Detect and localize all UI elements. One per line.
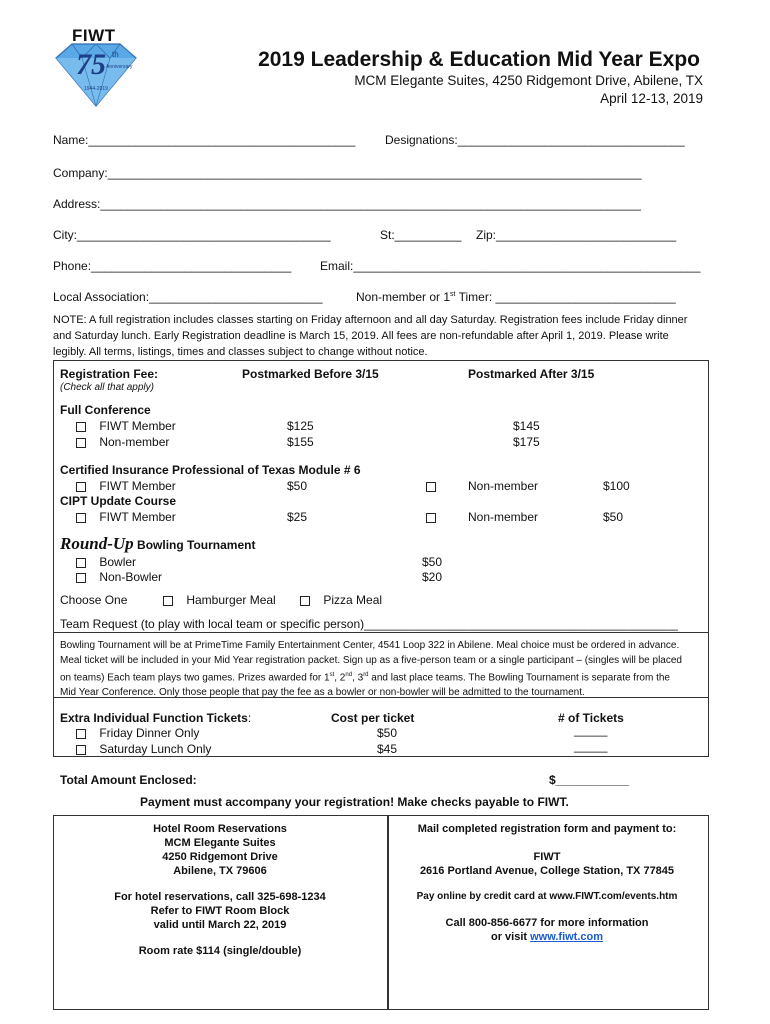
email-field[interactable]: Email:____________________________________________________ xyxy=(320,259,701,273)
total-label: Total Amount Enclosed: xyxy=(60,773,197,787)
non-bowler-checkbox[interactable] xyxy=(76,573,86,583)
first-sup: st xyxy=(329,672,335,678)
team-request-field[interactable]: Team Request (to play with local team or specific person)_______________________________________________ xyxy=(60,617,678,631)
hotel-city: Abilene, TX 79606 xyxy=(173,865,267,877)
page-title: 2019 Leadership & Education Mid Year Expo xyxy=(258,48,700,71)
logo-years: 1944-2019 xyxy=(84,86,108,92)
fc-nonmember-checkbox[interactable] xyxy=(76,438,86,448)
state-field[interactable]: St:__________ xyxy=(380,228,462,242)
extra-title: Extra Individual Function Tickets xyxy=(60,711,248,725)
note-line-2: and Saturday lunch. Early Registration deadline is March 15, 2019. All fees are non-refundable after April 1, 2019. Please write xyxy=(53,330,669,342)
fc-member-checkbox[interactable] xyxy=(76,422,86,432)
cipt-member-checkbox[interactable] xyxy=(76,482,86,492)
nonmember-label-post: Timer: ___________________________ xyxy=(455,290,676,304)
cipt-member-row[interactable] xyxy=(76,479,176,493)
bowling-title-row xyxy=(60,534,255,554)
nonmember-label-sup: st xyxy=(450,291,456,298)
friday-dinner-label: Friday Dinner Only xyxy=(99,726,200,740)
cipt-nonmember-checkbox[interactable] xyxy=(426,482,436,492)
dates: April 12-13, 2019 xyxy=(600,91,703,106)
bowling-info-line-1: Bowling Tournament will be at PrimeTime Family Entertainment Center, 4541 Loop 322 in Abilene. Meal choice must be ordered in advance. xyxy=(60,640,680,651)
hotel-title: Hotel Room Reservations xyxy=(153,823,287,835)
hotel-call: For hotel reservations, call 325-698-1234 xyxy=(114,891,326,903)
check-all-note: (Check all that apply) xyxy=(60,382,154,393)
comma-1: , 2 xyxy=(334,672,346,684)
cipt-nonmember-price: $100 xyxy=(603,479,630,493)
mail-title: Mail completed registration form and payment to: xyxy=(417,823,677,835)
bowler-label: Bowler xyxy=(99,555,137,569)
hotel-street: 4250 Ridgemont Drive xyxy=(162,851,278,863)
col-after-header: Postmarked After 3/15 xyxy=(468,367,595,381)
saturday-lunch-price: $45 xyxy=(377,742,398,756)
non-bowler-label: Non-Bowler xyxy=(99,570,163,584)
designations-field[interactable]: Designations:__________________________________ xyxy=(385,133,685,147)
hotel-name: MCM Elegante Suites xyxy=(164,837,276,849)
pizza-row[interactable] xyxy=(300,593,382,607)
mail-call: Call 800-856-6677 for more information xyxy=(445,917,649,929)
fc-member-row[interactable] xyxy=(76,419,176,433)
company-field[interactable]: Company:________________________________________________________________________________ xyxy=(53,166,642,180)
cipt-member-label: FIWT Member xyxy=(99,479,176,493)
bowler-checkbox[interactable] xyxy=(76,558,86,568)
update-course-title: CIPT Update Course xyxy=(60,494,177,508)
saturday-tickets-input[interactable]: _____ xyxy=(574,739,608,753)
update-nonmember-checkbox[interactable] xyxy=(426,513,436,523)
friday-tickets-input[interactable]: _____ xyxy=(574,723,608,737)
saturday-lunch-row[interactable] xyxy=(76,742,211,756)
zip-field[interactable]: Zip:___________________________ xyxy=(476,228,677,242)
mail-visit xyxy=(388,930,706,944)
saturday-lunch-checkbox[interactable] xyxy=(76,745,86,755)
note-line-3: legibly. All terms, listings, times and classes subject to change without notice. xyxy=(53,346,428,358)
hotel-refer: Refer to FIWT Room Block xyxy=(150,905,290,917)
total-amount-input[interactable]: $___________ xyxy=(549,773,630,787)
hamburger-checkbox[interactable] xyxy=(163,596,173,606)
logo-number: 75 xyxy=(76,48,106,81)
update-member-price: $25 xyxy=(287,510,308,524)
cost-per-ticket-header: Cost per ticket xyxy=(331,711,415,725)
hotel-info xyxy=(54,822,386,958)
third-sup: rd xyxy=(363,672,369,678)
update-member-label: FIWT Member xyxy=(99,510,176,524)
address-field[interactable]: Address:_________________________________________________________________________________ xyxy=(53,197,641,211)
full-conference-title: Full Conference xyxy=(60,403,151,417)
bowling-info-line-2: Meal ticket will be included in your Mid Year registration packet. Sign up as a five-person team or a single participant – (singles will be placed xyxy=(60,655,682,666)
registration-fee-label: Registration Fee: xyxy=(60,367,159,381)
nonmember-first-timer-field[interactable] xyxy=(356,290,676,304)
bowling-title: Bowling Tournament xyxy=(137,538,256,552)
hotel-valid: valid until March 22, 2019 xyxy=(153,919,287,931)
update-nonmember-price: $50 xyxy=(603,510,624,524)
hamburger-row[interactable] xyxy=(163,593,276,607)
note-line-1: NOTE: A full registration includes classes starting on Friday afternoon and all day Saturday. Registration fees include Friday dinner xyxy=(53,314,688,326)
note xyxy=(53,312,687,360)
update-member-row[interactable] xyxy=(76,510,176,524)
fiwt-75th-logo xyxy=(48,26,144,108)
cipt-member-price: $50 xyxy=(287,479,308,493)
fc-member-after-price: $145 xyxy=(513,419,540,433)
logo-name: FIWT xyxy=(72,26,116,45)
col-before-header: Postmarked Before 3/15 xyxy=(242,367,379,381)
bowling-info-line-3-post: and last place teams. The Bowling Tournament is separate from the xyxy=(368,672,670,684)
fc-nonmember-after-price: $175 xyxy=(513,435,540,449)
local-association-field[interactable]: Local Association:__________________________ xyxy=(53,290,323,304)
roundup-title: Round-Up xyxy=(60,534,134,553)
phone-field[interactable]: Phone:______________________________ xyxy=(53,259,292,273)
mail-visit-pre: or visit xyxy=(490,931,531,943)
num-tickets-header: # of Tickets xyxy=(558,711,624,725)
choose-one-label: Choose One xyxy=(60,593,128,607)
hamburger-label: Hamburger Meal xyxy=(186,593,276,607)
bowler-row[interactable] xyxy=(76,555,136,569)
website-link[interactable]: www.fiwt.com xyxy=(530,931,604,943)
extra-title-row xyxy=(60,711,251,725)
mail-address: 2616 Portland Avenue, College Station, TX 77845 xyxy=(419,865,675,877)
pizza-checkbox[interactable] xyxy=(300,596,310,606)
name-field[interactable]: Name:________________________________________ xyxy=(53,133,356,147)
bowling-info-line-3 xyxy=(60,668,682,685)
friday-dinner-row[interactable] xyxy=(76,726,199,740)
mail-info xyxy=(388,822,706,944)
friday-dinner-checkbox[interactable] xyxy=(76,729,86,739)
logo-anniversary: Anniversary xyxy=(106,64,133,70)
friday-dinner-price: $50 xyxy=(377,726,398,740)
second-sup: nd xyxy=(345,672,353,678)
non-bowler-row[interactable] xyxy=(76,570,162,584)
bowling-info xyxy=(60,638,682,700)
fc-member-before-price: $125 xyxy=(287,419,314,433)
fc-nonmember-label: Non-member xyxy=(99,435,170,449)
pizza-label: Pizza Meal xyxy=(323,593,383,607)
city-field[interactable]: City:______________________________________ xyxy=(53,228,331,242)
hotel-rate: Room rate $114 (single/double) xyxy=(138,945,302,957)
extra-title-colon: : xyxy=(247,711,252,725)
cipt-nonmember-label: Non-member xyxy=(468,479,539,493)
cipt-title: Certified Insurance Professional of Texas Module # 6 xyxy=(60,463,361,477)
nonmember-label-pre: Non-member or 1 xyxy=(356,290,451,304)
saturday-lunch-label: Saturday Lunch Only xyxy=(99,742,212,756)
bowling-info-line-4: Mid Year Conference. Only those people that pay the fee as a bowler or non-bowler will be admitted to the tournament. xyxy=(60,687,585,699)
bowler-price: $50 xyxy=(422,555,443,569)
payment-note: Payment must accompany your registration! Make checks payable to FIWT. xyxy=(140,795,569,809)
fc-member-label: FIWT Member xyxy=(99,419,176,433)
mail-online: Pay online by credit card at www.FIWT.com/events.htm xyxy=(416,891,678,902)
venue: MCM Elegante Suites, 4250 Ridgemont Drive, Abilene, TX xyxy=(354,73,703,88)
comma-2: , 3 xyxy=(352,672,364,684)
fc-nonmember-row[interactable] xyxy=(76,435,169,449)
bowling-info-line-3-pre: on teams) Each team plays two games. Prizes awarded for 1 xyxy=(60,672,330,684)
mail-org: FIWT xyxy=(533,851,561,863)
update-nonmember-label: Non-member xyxy=(468,510,539,524)
update-member-checkbox[interactable] xyxy=(76,513,86,523)
cipt-nonmember-row[interactable] xyxy=(426,479,436,493)
fc-nonmember-before-price: $155 xyxy=(287,435,314,449)
logo-th: th xyxy=(112,50,119,59)
update-nonmember-row[interactable] xyxy=(426,510,436,524)
non-bowler-price: $20 xyxy=(422,570,443,584)
